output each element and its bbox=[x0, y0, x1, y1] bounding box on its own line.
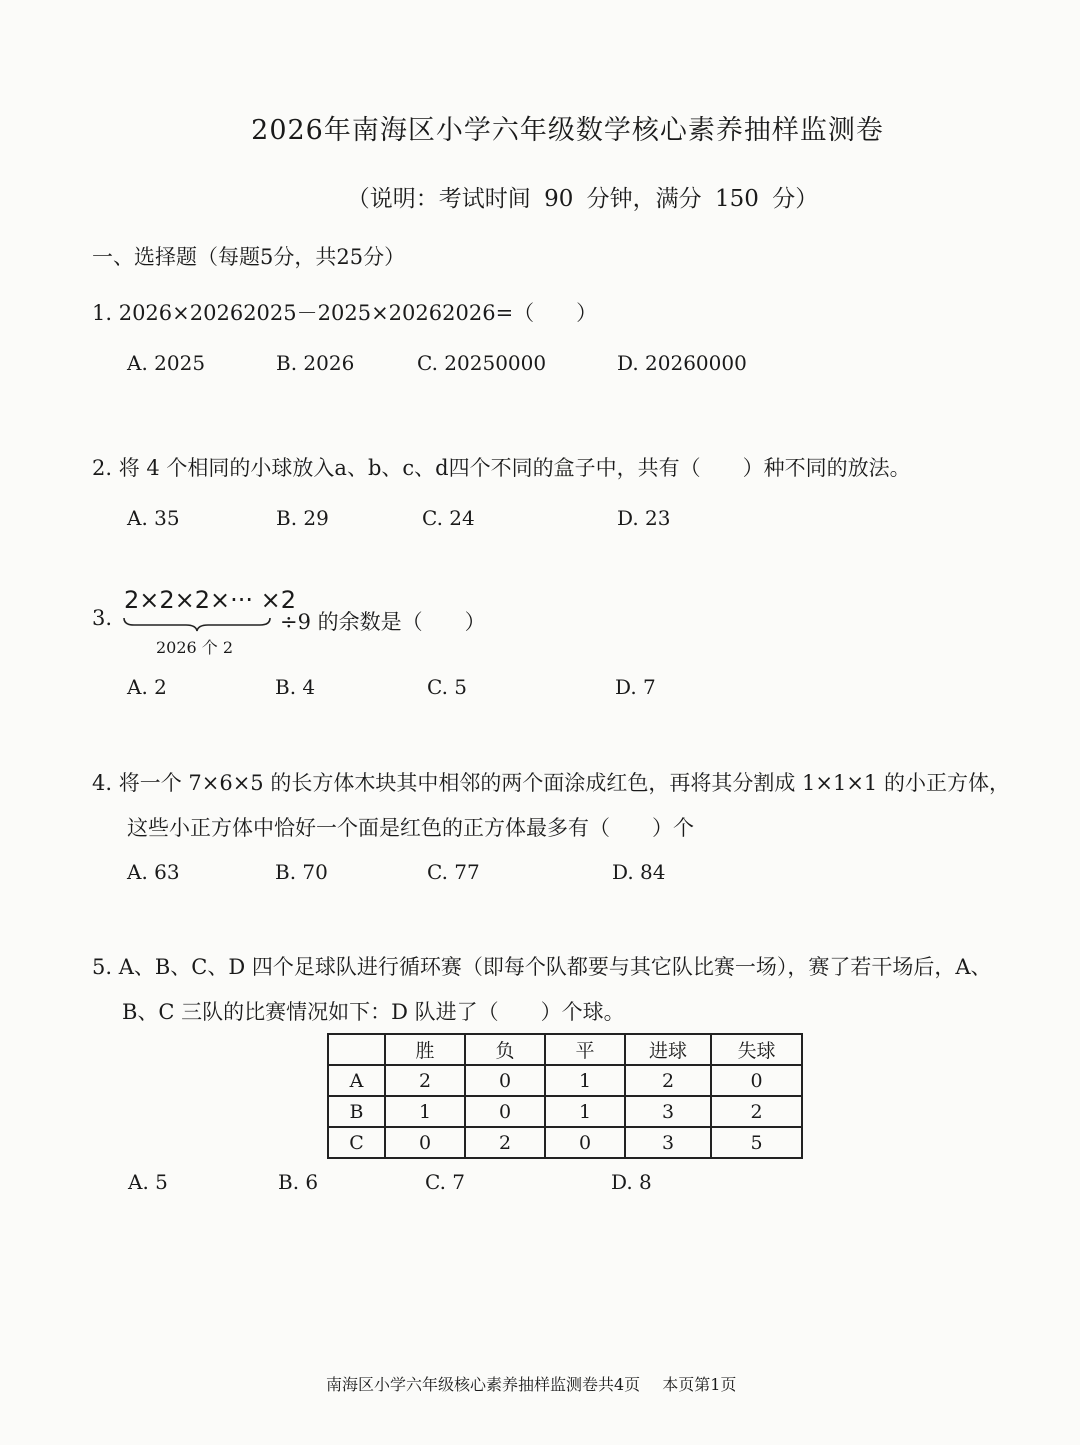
question-5-option-d: D. 8 bbox=[611, 1170, 652, 1194]
table-cell: 2 bbox=[465, 1127, 545, 1158]
table-header-cell: 进球 bbox=[625, 1034, 711, 1065]
question-5-option-c: C. 7 bbox=[425, 1170, 466, 1194]
table-cell: A bbox=[328, 1065, 385, 1096]
table-cell: 3 bbox=[625, 1096, 711, 1127]
question-2-stem: 2. 将 4 个相同的小球放入a、b、c、d四个不同的盒子中，共有（ ）种不同的放法。 bbox=[92, 456, 911, 480]
question-1-option-b: B. 2026 bbox=[276, 351, 355, 375]
question-4-option-b: B. 70 bbox=[275, 860, 328, 884]
table-cell: 3 bbox=[625, 1127, 711, 1158]
table-cell: 1 bbox=[385, 1096, 465, 1127]
table-row bbox=[328, 1127, 802, 1158]
footer-page-number: 本页第1页 bbox=[662, 1375, 737, 1394]
question-3-product: 2×2×2×··· ×2 bbox=[124, 586, 297, 614]
question-5-option-a: A. 5 bbox=[128, 1170, 168, 1194]
question-3-option-b: B. 4 bbox=[275, 675, 316, 699]
table-header-cell: 平 bbox=[545, 1034, 625, 1065]
question-2-option-a: A. 35 bbox=[127, 506, 180, 530]
table-header-cell: 负 bbox=[465, 1034, 545, 1065]
table-cell: 1 bbox=[545, 1096, 625, 1127]
question-4-option-a: A. 63 bbox=[127, 860, 180, 884]
question-3-underbrace-label: 2026 个 2 bbox=[156, 638, 234, 657]
table-header-cell: 失球 bbox=[711, 1034, 802, 1065]
table-cell: 0 bbox=[545, 1127, 625, 1158]
table-cell: 0 bbox=[465, 1065, 545, 1096]
question-2-option-c: C. 24 bbox=[422, 506, 475, 530]
table-cell: 0 bbox=[385, 1127, 465, 1158]
question-2-option-b: B. 29 bbox=[276, 506, 329, 530]
question-4-line-1: 4. 将一个 7×6×5 的长方体木块其中相邻的两个面涂成红色，再将其分割成 1×1×1 的小正方体， bbox=[92, 771, 1010, 795]
page-footer bbox=[326, 1372, 758, 1395]
table-header-row bbox=[328, 1034, 802, 1065]
question-4-option-d: D. 84 bbox=[612, 860, 666, 884]
question-5-line-2: B、C 三队的比赛情况如下：D 队进了（ ）个球。 bbox=[122, 1000, 625, 1024]
question-3-number: 3. bbox=[92, 606, 113, 630]
table-cell: 5 bbox=[711, 1127, 802, 1158]
underbrace-icon bbox=[122, 616, 272, 632]
question-1-option-d: D. 20260000 bbox=[617, 351, 747, 375]
question-1-stem: 1. 2026×20262025－2025×20262026=（ ） bbox=[92, 301, 598, 325]
question-3-option-c: C. 5 bbox=[427, 675, 468, 699]
table-header-cell bbox=[328, 1034, 385, 1065]
table-row bbox=[328, 1065, 802, 1096]
question-3-option-a: A. 2 bbox=[127, 675, 167, 699]
table-cell: 0 bbox=[711, 1065, 802, 1096]
question-3-tail: ÷9 的余数是（ ） bbox=[280, 610, 486, 634]
footer-total-pages: 南海区小学六年级核心素养抽样监测卷共4页 bbox=[326, 1375, 641, 1394]
question-4-option-c: C. 77 bbox=[427, 860, 480, 884]
question-1-option-c: C. 20250000 bbox=[417, 351, 547, 375]
table-row bbox=[328, 1096, 802, 1127]
table-cell: C bbox=[328, 1127, 385, 1158]
question-2-option-d: D. 23 bbox=[617, 506, 671, 530]
table-cell: 1 bbox=[545, 1065, 625, 1096]
section-heading: 一、选择题（每题5分，共25分） bbox=[92, 245, 406, 269]
page-title: 2026年南海区小学六年级数学核心素养抽样监测卷 bbox=[251, 115, 884, 146]
exam-instructions: （说明：考试时间 90 分钟，满分 150 分） bbox=[346, 186, 819, 212]
table-header-cell: 胜 bbox=[385, 1034, 465, 1065]
table-cell: 2 bbox=[625, 1065, 711, 1096]
table-cell: B bbox=[328, 1096, 385, 1127]
question-1-option-a: A. 2025 bbox=[127, 351, 206, 375]
question-5-option-b: B. 6 bbox=[278, 1170, 319, 1194]
question-3-option-d: D. 7 bbox=[615, 675, 656, 699]
table-cell: 2 bbox=[385, 1065, 465, 1096]
table-cell: 2 bbox=[711, 1096, 802, 1127]
question-4-line-2: 这些小正方体中恰好一个面是红色的正方体最多有（ ）个 bbox=[127, 816, 694, 840]
table-cell: 0 bbox=[465, 1096, 545, 1127]
match-results-table bbox=[327, 1033, 803, 1159]
question-5-line-1: 5. A、B、C、D 四个足球队进行循环赛（即每个队都要与其它队比赛一场），赛了若干场后，A、 bbox=[92, 955, 992, 979]
